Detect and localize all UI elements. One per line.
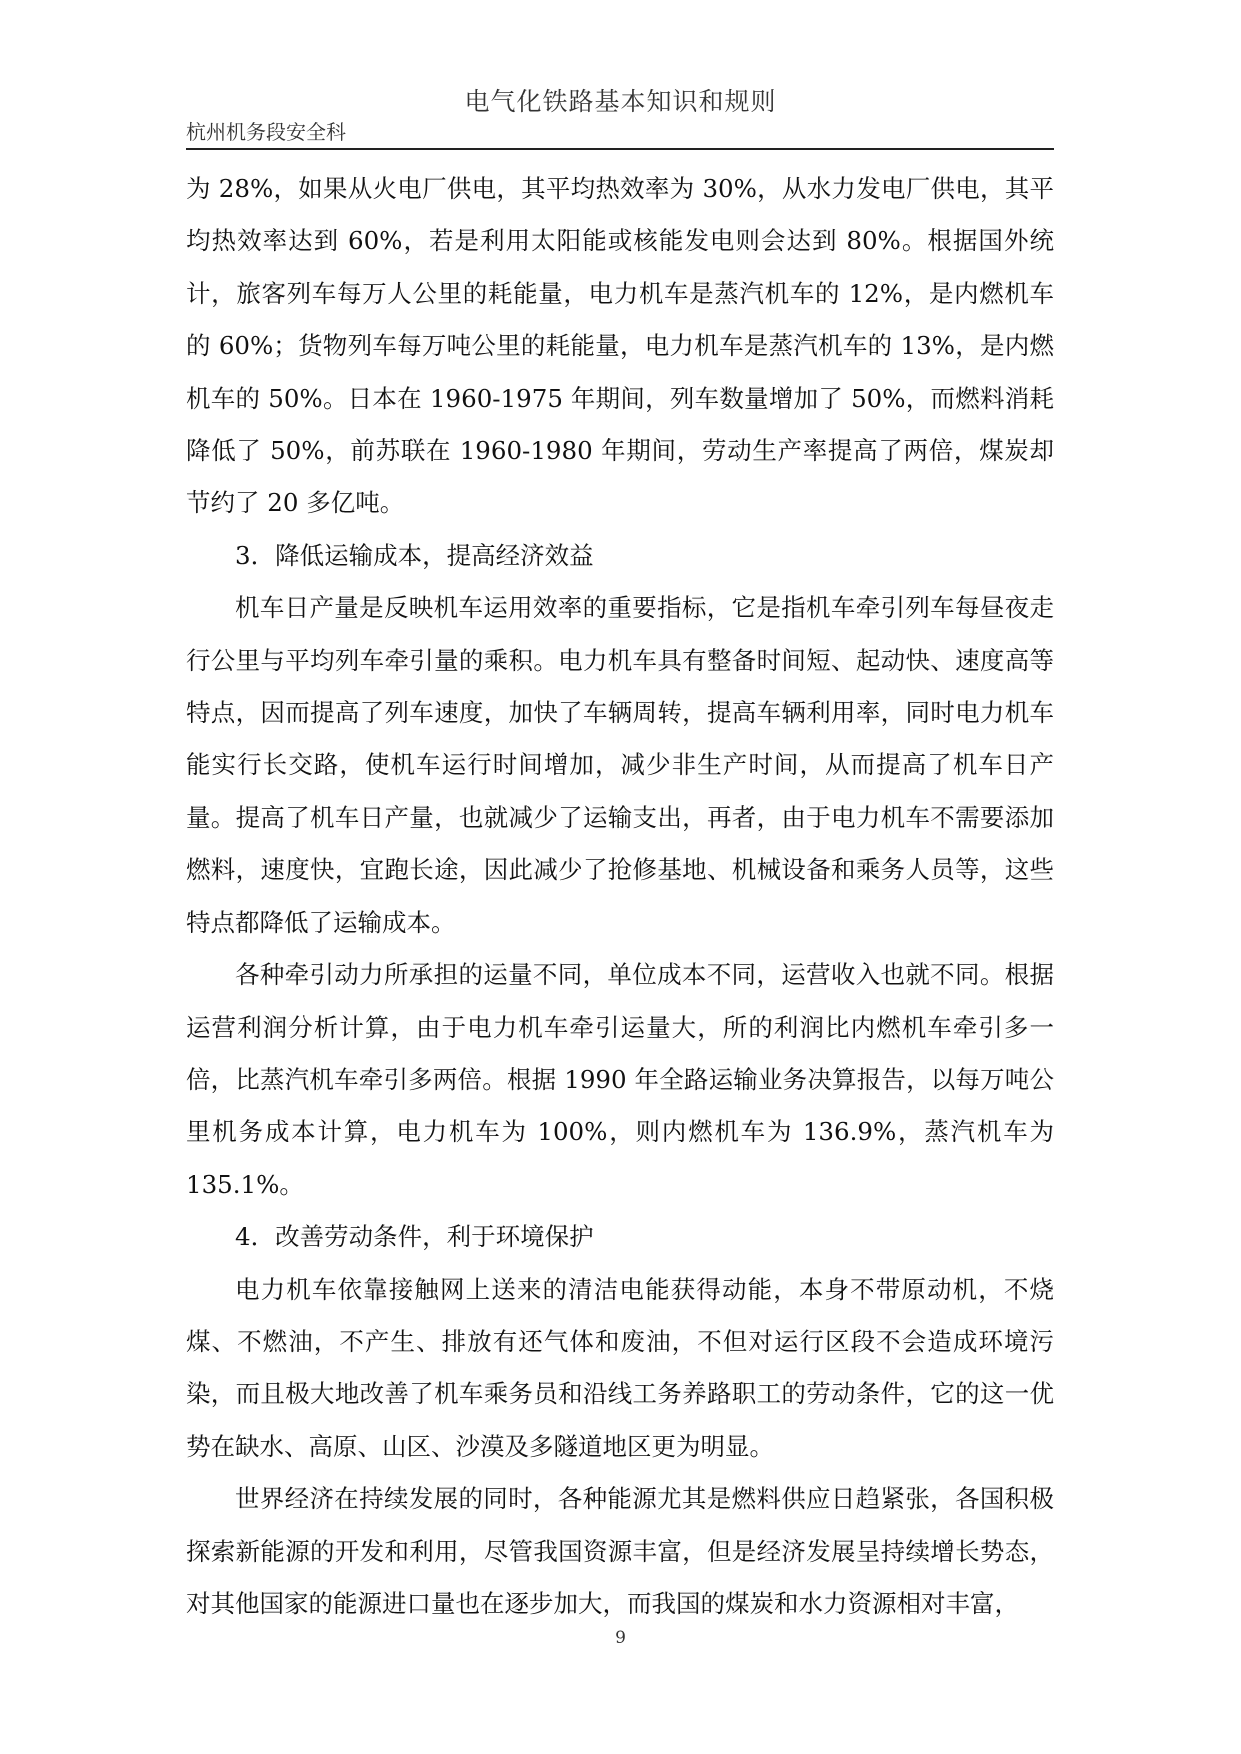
section-heading: 4．改善劳动条件，利于环境保护: [235, 1222, 594, 1252]
page-header-title: 电气化铁路基本知识和规则: [464, 87, 777, 116]
section-heading: 3．降低运输成本，提高经济效益: [235, 540, 594, 570]
paragraph: 各种牵引动力所承担的运量不同，单位成本不同，运营收入也就不同。根据运营利润分析计算，由于电力机车牵引运量大，所的利润比内燃机车牵引多一倍，比蒸汽机车牵引多两倍。根据 1990 年全路运输业务决算报告，以每万吨公里机务成本计算，电力机车为 100%，则内燃机车为 136.9%，蒸汽机车为 135.1%。: [186, 960, 1054, 1199]
page-number: 9: [615, 1628, 626, 1648]
body-text: [186, 163, 1054, 1630]
page-header-org: 杭州机务段安全科: [186, 120, 346, 144]
header-rule: [186, 148, 1054, 150]
paragraph: 为 28%，如果从火电厂供电，其平均热效率为 30%，从水力发电厂供电，其平均热效率达到 60%，若是利用太阳能或核能发电则会达到 80%。根据国外统计，旅客列车每万人公里的耗能量，电力机车是蒸汽机车的 12%，是内燃机车的 60%；货物列车每万吨公里的耗能量，电力机车是蒸汽机车的 13%，是内燃机车的 50%。日本在 1960-1975 年期间，列车数量增加了 50%，而燃料消耗降低了 50%，前苏联在 1960-1980 年期间，劳动生产率提高了两倍，煤炭却节约了 20 多亿吨。: [186, 174, 1054, 518]
paragraph: 电力机车依靠接触网上送来的清洁电能获得动能，本身不带原动机，不烧煤、不燃油，不产生、排放有还气体和废油，不但对运行区段不会造成环境污染，而且极大地改善了机车乘务员和沿线工务养路职工的劳动条件，它的这一优势在缺水、高原、山区、沙漠及多隧道地区更为明显。: [186, 1274, 1054, 1461]
paragraph: 世界经济在持续发展的同时，各种能源尤其是燃料供应日趋紧张，各国积极探索新能源的开发和利用，尽管我国资源丰富，但是经济发展呈持续增长势态，对其他国家的能源进口量也在逐步加大，而我国的煤炭和水力资源相对丰富，: [186, 1484, 1054, 1618]
paragraph: 机车日产量是反映机车运用效率的重要指标，它是指机车牵引列车每昼夜走行公里与平均列车牵引量的乘积。电力机车具有整备时间短、起动快、速度高等特点，因而提高了列车速度，加快了车辆周转，提高车辆利用率，同时电力机车能实行长交路，使机车运行时间增加，减少非生产时间，从而提高了机车日产量。提高了机车日产量，也就减少了运输支出，再者，由于电力机车不需要添加燃料，速度快，宜跑长途，因此减少了抢修基地、机械设备和乘务人员等，这些特点都降低了运输成本。: [186, 593, 1054, 937]
